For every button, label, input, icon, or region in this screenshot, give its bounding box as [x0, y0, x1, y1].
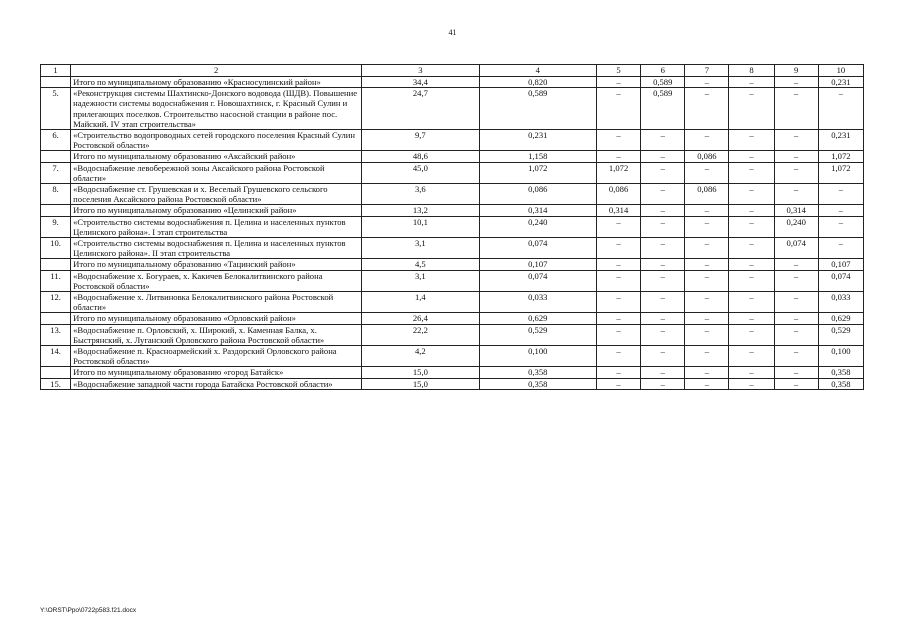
value-cell: – [729, 130, 774, 151]
value-cell: – [729, 238, 774, 259]
value-cell: – [685, 88, 729, 130]
row-number-cell [41, 151, 71, 162]
value-cell: – [729, 88, 774, 130]
value-cell: 0,820 [479, 77, 596, 88]
value-cell: – [597, 151, 641, 162]
value-cell: 0,358 [818, 367, 863, 378]
value-cell: – [597, 292, 641, 313]
value-cell: – [641, 205, 685, 216]
table-row [41, 184, 864, 205]
column-header-row [41, 65, 864, 77]
project-name-cell: «Строительство системы водоснабжения п. Целина и населенных пунктов Целинского района». II этап строительства [71, 238, 362, 259]
value-cell: 0,074 [479, 270, 596, 291]
value-cell: – [774, 259, 818, 270]
table-row [41, 270, 864, 291]
value-cell: – [597, 378, 641, 389]
value-cell: 0,629 [818, 313, 863, 324]
column-header: 1 [41, 65, 71, 77]
row-number-cell: 8. [41, 184, 71, 205]
value-cell: – [685, 292, 729, 313]
table-row [41, 216, 864, 237]
value-cell: – [685, 77, 729, 88]
column-header: 6 [641, 65, 685, 77]
column-header: 4 [479, 65, 596, 77]
value-cell: 0,086 [597, 184, 641, 205]
value-cell: 15,0 [362, 378, 479, 389]
project-name-cell: «Водоснабжение ст. Грушевская и х. Веселый Грушевского сельского поселения Аксайского района Ростовской области» [71, 184, 362, 205]
value-cell: 22,2 [362, 324, 479, 345]
value-cell: 0,240 [479, 216, 596, 237]
value-cell: – [774, 130, 818, 151]
table-row [41, 77, 864, 88]
table-row [41, 205, 864, 216]
row-number-cell: 10. [41, 238, 71, 259]
row-number-cell [41, 77, 71, 88]
project-name-cell: Итого по муниципальному образованию «Целинский район» [71, 205, 362, 216]
row-number-cell [41, 367, 71, 378]
value-cell: – [729, 216, 774, 237]
value-cell: – [774, 346, 818, 367]
value-cell: 1,4 [362, 292, 479, 313]
value-cell: 0,629 [479, 313, 596, 324]
value-cell: – [685, 378, 729, 389]
value-cell: 10,1 [362, 216, 479, 237]
row-number-cell: 12. [41, 292, 71, 313]
column-header: 10 [818, 65, 863, 77]
project-name-cell: Итого по муниципальному образованию «Тацинский район» [71, 259, 362, 270]
value-cell: 0,231 [479, 130, 596, 151]
value-cell: 48,6 [362, 151, 479, 162]
value-cell: 45,0 [362, 162, 479, 183]
table-row [41, 259, 864, 270]
value-cell: – [685, 216, 729, 237]
value-cell: 0,100 [818, 346, 863, 367]
value-cell: 0,074 [774, 238, 818, 259]
value-cell: 0,100 [479, 346, 596, 367]
value-cell: 0,086 [685, 151, 729, 162]
value-cell: – [729, 270, 774, 291]
value-cell: – [774, 184, 818, 205]
value-cell: – [818, 184, 863, 205]
value-cell: – [774, 77, 818, 88]
value-cell: – [729, 205, 774, 216]
value-cell: 0,358 [479, 378, 596, 389]
project-name-cell: «Водоснабжение п. Орловский, х. Широкий, х. Каменная Балка, х. Быстрянский, х. Луганский Орловского района Ростовской области» [71, 324, 362, 345]
table-body [41, 77, 864, 390]
table-row [41, 238, 864, 259]
value-cell: – [641, 216, 685, 237]
table-row [41, 346, 864, 367]
value-cell: 0,589 [479, 88, 596, 130]
column-header: 5 [597, 65, 641, 77]
value-cell: – [818, 205, 863, 216]
value-cell: 0,529 [479, 324, 596, 345]
value-cell: – [597, 130, 641, 151]
value-cell: – [641, 346, 685, 367]
table-row [41, 292, 864, 313]
project-name-cell: «Водоснабжение п. Красноармейский х. Раздорский Орловского района Ростовской области» [71, 346, 362, 367]
row-number-cell: 15. [41, 378, 71, 389]
value-cell: – [685, 270, 729, 291]
project-name-cell: «Реконструкция системы Шахтинско-Донского водовода (ШДВ). Повышение надежности системы водоснабжения г. Новошахтинск, г. Красный Сулин и прилегающих поселков. Строительство насосной станции в районе пос. Майский. IV этап строительства» [71, 88, 362, 130]
value-cell: – [641, 270, 685, 291]
value-cell: – [774, 313, 818, 324]
value-cell: – [685, 259, 729, 270]
value-cell: – [729, 378, 774, 389]
value-cell: 0,107 [479, 259, 596, 270]
value-cell: 3,6 [362, 184, 479, 205]
value-cell: – [597, 216, 641, 237]
value-cell: – [729, 77, 774, 88]
value-cell: – [774, 292, 818, 313]
value-cell: 4,5 [362, 259, 479, 270]
footer-file-path: Y:\ORST\Ppo\0722p583.f21.docx [40, 607, 137, 614]
value-cell: 0,086 [685, 184, 729, 205]
value-cell: 4,2 [362, 346, 479, 367]
project-name-cell: Итого по муниципальному образованию «Аксайский район» [71, 151, 362, 162]
value-cell: – [729, 292, 774, 313]
value-cell: – [685, 162, 729, 183]
value-cell: – [641, 378, 685, 389]
value-cell: – [818, 216, 863, 237]
row-number-cell: 11. [41, 270, 71, 291]
value-cell: 1,072 [818, 162, 863, 183]
table-row [41, 151, 864, 162]
value-cell: 0,107 [818, 259, 863, 270]
value-cell: – [818, 238, 863, 259]
value-cell: – [597, 367, 641, 378]
value-cell: – [641, 259, 685, 270]
row-number-cell: 14. [41, 346, 71, 367]
value-cell: 0,358 [479, 367, 596, 378]
value-cell: – [685, 324, 729, 345]
value-cell: 0,358 [818, 378, 863, 389]
value-cell: – [641, 184, 685, 205]
value-cell: – [774, 270, 818, 291]
value-cell: – [729, 313, 774, 324]
value-cell: – [685, 238, 729, 259]
value-cell: 0,074 [818, 270, 863, 291]
value-cell: 0,033 [818, 292, 863, 313]
value-cell: 1,072 [818, 151, 863, 162]
project-name-cell: «Строительство водопроводных сетей городского поселения Красный Сулин Ростовской области» [71, 130, 362, 151]
value-cell: 9,7 [362, 130, 479, 151]
table-row [41, 162, 864, 183]
column-header: 8 [729, 65, 774, 77]
page-number: 41 [448, 28, 457, 37]
value-cell: 0,314 [479, 205, 596, 216]
row-number-cell [41, 205, 71, 216]
value-cell: 13,2 [362, 205, 479, 216]
project-name-cell: Итого по муниципальному образованию «Орловский район» [71, 313, 362, 324]
value-cell: – [774, 378, 818, 389]
value-cell: – [774, 367, 818, 378]
table-row [41, 324, 864, 345]
value-cell: – [597, 259, 641, 270]
value-cell: – [597, 77, 641, 88]
table-row [41, 130, 864, 151]
value-cell: – [685, 205, 729, 216]
value-cell: 1,072 [597, 162, 641, 183]
value-cell: 0,086 [479, 184, 596, 205]
value-cell: – [597, 88, 641, 130]
value-cell: 3,1 [362, 238, 479, 259]
value-cell: – [641, 151, 685, 162]
value-cell: – [641, 162, 685, 183]
value-cell: 1,158 [479, 151, 596, 162]
data-table [40, 64, 864, 390]
row-number-cell: 6. [41, 130, 71, 151]
project-name-cell: «Водоснабжение левобережной зоны Аксайского района Ростовской области» [71, 162, 362, 183]
value-cell: 26,4 [362, 313, 479, 324]
value-cell: – [774, 162, 818, 183]
value-cell: – [729, 184, 774, 205]
row-number-cell [41, 313, 71, 324]
value-cell: 0,589 [641, 88, 685, 130]
value-cell: – [597, 313, 641, 324]
project-name-cell: Итого по муниципальному образованию «Красносулинский район» [71, 77, 362, 88]
value-cell: 1,072 [479, 162, 596, 183]
value-cell: – [729, 324, 774, 345]
value-cell: 34,4 [362, 77, 479, 88]
row-number-cell: 13. [41, 324, 71, 345]
value-cell: 0,314 [774, 205, 818, 216]
column-header: 3 [362, 65, 479, 77]
value-cell: – [729, 259, 774, 270]
column-header: 7 [685, 65, 729, 77]
value-cell: 15,0 [362, 367, 479, 378]
value-cell: – [729, 346, 774, 367]
value-cell: – [597, 238, 641, 259]
project-name-cell: «Строительство системы водоснабжения п. Целина и населенных пунктов Целинского района». I этап строительства [71, 216, 362, 237]
project-name-cell: Итого по муниципальному образованию «город Батайск» [71, 367, 362, 378]
table-row [41, 378, 864, 389]
value-cell: – [774, 324, 818, 345]
row-number-cell: 7. [41, 162, 71, 183]
project-name-cell: «Водоснабжение западной части города Батайска Ростовской области» [71, 378, 362, 389]
value-cell: 0,529 [818, 324, 863, 345]
value-cell: 3,1 [362, 270, 479, 291]
value-cell: – [729, 162, 774, 183]
value-cell: – [685, 367, 729, 378]
value-cell: – [774, 151, 818, 162]
row-number-cell [41, 259, 71, 270]
table-row [41, 313, 864, 324]
value-cell: – [641, 130, 685, 151]
row-number-cell: 9. [41, 216, 71, 237]
column-header: 2 [71, 65, 362, 77]
row-number-cell: 5. [41, 88, 71, 130]
value-cell: – [597, 270, 641, 291]
value-cell: – [641, 324, 685, 345]
value-cell: 0,231 [818, 77, 863, 88]
value-cell: – [597, 324, 641, 345]
value-cell: – [641, 367, 685, 378]
value-cell: – [729, 367, 774, 378]
value-cell: 0,033 [479, 292, 596, 313]
project-name-cell: «Водоснабжение х. Литвиновка Белокалитвинского района Ростовской области» [71, 292, 362, 313]
value-cell: 24,7 [362, 88, 479, 130]
table-row [41, 88, 864, 130]
value-cell: – [641, 292, 685, 313]
table-row [41, 367, 864, 378]
value-cell: – [729, 151, 774, 162]
value-cell: – [685, 313, 729, 324]
column-header: 9 [774, 65, 818, 77]
value-cell: 0,231 [818, 130, 863, 151]
value-cell: 0,240 [774, 216, 818, 237]
value-cell: 0,074 [479, 238, 596, 259]
value-cell: – [641, 238, 685, 259]
value-cell: – [685, 346, 729, 367]
value-cell: 0,589 [641, 77, 685, 88]
value-cell: 0,314 [597, 205, 641, 216]
value-cell: – [818, 88, 863, 130]
value-cell: – [685, 130, 729, 151]
value-cell: – [641, 313, 685, 324]
value-cell: – [774, 88, 818, 130]
value-cell: – [597, 346, 641, 367]
project-name-cell: «Водоснабжение х. Богураев, х. Какичев Белокалитвинского района Ростовской области» [71, 270, 362, 291]
